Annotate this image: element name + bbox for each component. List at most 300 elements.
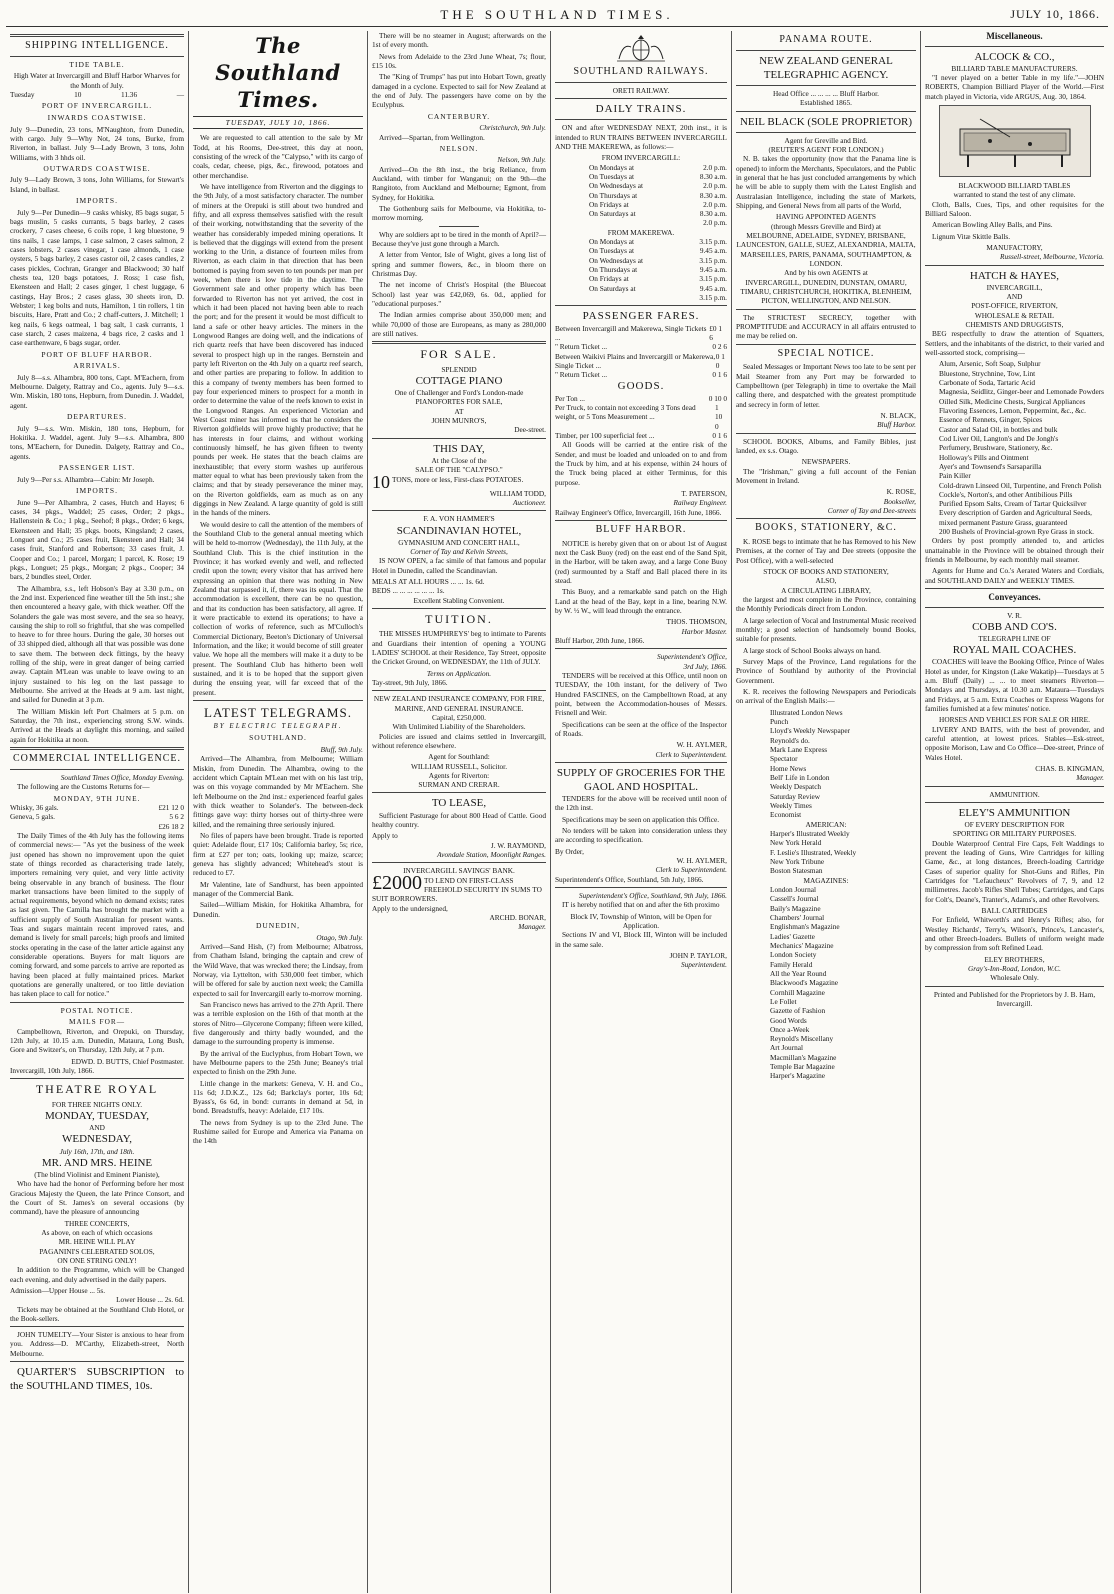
cloth: Cloth, Balls, Cues, Tips, and other requisites for the Billiard Saloon. [925, 199, 1104, 218]
alhambra-story: The Alhambra, s.s., left Hobson's Bay at 3.30 p.m., on the 2nd inst. Experienced fine weather till the 5th inst.; she then encountered a heavy gale, with thick weather. Off the Solanders the gale was most severe, and the sea so heavy, causing the ship to roll so frightful, that she was compelled to heave to for three hours. During the gale, 30 horses out of 33 shipped died, although all that was possible was done to save them. The between deck fittings, by the heavy rolling of the ship, were in great danger of being carried away. Captain M'Lean was unable to leave owing to an injury sustained to his leg on the last passage to Melbourne. She arrived at the Heads at 9 a.m. last night, and sailed for Dunedin at 3 p.m. [10, 583, 184, 705]
heine-text: Who have had the honor of Performing before her most Gracious Majesty the Queen, the late Prince Consort, and the Court of St. James's on several occasions (by command), have the pleasure of announcing [10, 1179, 184, 1217]
raymond-place: Avondale Station, Moonlight Ranges. [437, 849, 546, 859]
list-item: Boston Statesman [770, 866, 823, 876]
telegrams-sub: BY ELECTRIC TELEGRAPH. [213, 721, 343, 730]
own-agents: And by his own AGENTS at [784, 268, 868, 278]
american-list [736, 829, 916, 876]
concerts-sub: As above, on each of which occasions [41, 1227, 153, 1237]
telegram-paragraph: There will be no steamer in August; afterwards on the 1st of every month. [372, 31, 546, 50]
thomson: THOS. THOMSON, [666, 617, 727, 627]
manager: Manager. [1076, 773, 1104, 783]
list-item: Cassell's Journal [770, 894, 819, 904]
bluff-paragraph: NOTICE is hereby given that on or about 1st of August next the Cask Buoy (red) on the east end of the Sand Spit, in the Harbor, will be taken away, and a large Cone Buoy (red) surmounted by a Staff and Ball placed there in its stead. [555, 538, 727, 585]
eley-heading: ELEY'S AMMUNITION [958, 807, 1071, 820]
list-item: New York Herald [770, 838, 822, 848]
shipping-heading: SHIPPING INTELLIGENCE. [25, 40, 169, 51]
places-1: MELBOURNE, ADELAIDE, SYDNEY, BRISBANE, LAUNCESTON, GALLE, SUEZ, ALEXANDRIA, MALTA, MARSEILLES, PARIS, PANAMA, SOUTHAMPTON, & LONDON. [736, 230, 916, 268]
cobb: COBB AND CO'S. [972, 620, 1057, 633]
also: ALSO, [815, 576, 837, 586]
by-order: By Order, [555, 846, 584, 856]
inv-arrivals: July 9—Dunedin, 23 tons, M'Naughton, from Dunedin, with cargo. July 9—Why Not, 24 tons, Burke, from Riverton, in ballast. July 9—Lady Brown, 3 tons, John Williams, with 3 hhds oil. [10, 124, 184, 162]
list-item: Good Words [770, 1015, 807, 1025]
imprint: Printed and Published for the Proprietors by J. B. Ham, Invercargill. [933, 989, 1096, 1009]
passenger-list: July 9—Per s.s. Alhambra—Cabin: Mr Joseph. [17, 474, 155, 484]
russell: WILLIAM RUSSELL, Solicitor. [410, 761, 508, 771]
list-item: Mark Lane Express [770, 744, 828, 754]
inv-departures: July 9—Lady Brown, 3 tons, John Williams, for Stewart's Island, in ballast. [10, 175, 184, 194]
masthead [6, 4, 1108, 27]
list-item: Le Follet [770, 996, 797, 1006]
lease-heading: TO LEASE, [431, 797, 487, 810]
billiard-heading: BILLIARD TABLE MANUFACTURERS. [951, 63, 1078, 73]
theatre-and: AND [89, 1123, 105, 1133]
column-2 [189, 31, 368, 1593]
imports-heading: IMPORTS. [76, 196, 118, 206]
list-item: Flavoring Essences, Lemon, Peppermint, &c., &c. [939, 405, 1086, 415]
list-item: Blackwood's Magazine [770, 978, 838, 988]
telegram-paragraph: Arrived—On the 8th inst., the brig Reliance, from Auckland, with timber for Wanganui; on the 9th—the Rangitoto, from Auckland and Melbourne; Egmont, from Sydney, for Hokitika. [372, 164, 546, 202]
theatre-dates: July 16th, 17th, and 18th. [59, 1146, 135, 1156]
telegram-paragraph: By the arrival of the Euclyphus, from Hobart Town, we have Melbourne papers to the 25th June; Beaney's trial expected to finish on the 29th June. [193, 1048, 363, 1077]
list-item: Spectator [770, 754, 798, 764]
tide-row: Tuesday 10 11.36 — [10, 90, 184, 100]
list-item: All the Year Round [770, 968, 827, 978]
hammer-hotel: SCANDINAVIAN HOTEL, [396, 524, 522, 537]
telegrams-heading: LATEST TELEGRAMS. [204, 704, 352, 720]
telegram-paragraph: Arrived—Sand Hish, (?) from Melbourne; Albatross, from Chatham Island, bringing the captain and crew of the Wild Wave, that was wrecked there; the Lindsay, from Norway, via Lyttelton, with 530,000 feet timber, which will be offered for sale by auction next week; the Camilla expected to sail for Invercargill early to-morrow morning. [193, 941, 363, 998]
telegram-paragraph: The "King of Trumps" has put into Hobart Town, greatly damaged in a cyclone. Expected to sail for New Zealand at the end of July. The passengers have come on by the Eculyphus. [372, 72, 546, 110]
engineer: Railway Engineer. [673, 498, 727, 508]
misc-paragraph: Why are soldiers apt to be tired in the month of April?—Because they've just gone through a March. [372, 229, 546, 249]
royal-mail: ROYAL MAIL COACHES. [952, 644, 1077, 657]
eley-text: Double Waterproof Central Fire Caps, Felt Waddings to prevent the leading of Guns, Wire Cartridges for killing Game, &c., at long distances, Breech-loading Cartridge Cases of superior quality for Shot-Guns and Rifles, Pin Cartridges for "Lefaucheux" Revolvers of 7, 9, and 12 millimetres. Jacob's Rifles Shell Tubes; Cartridges, and Caps for Colt's, Deane's, Tranter's, Adams's, and other Revolvers. [925, 838, 1104, 904]
super-office-2: Superintendent's Office, Southland, 5th July, 1866. [555, 874, 704, 884]
heine-sub: (The blind Violinist and Eminent Pianiste), [34, 1169, 160, 1179]
editorial-paragraph: We have intelligence from Riverton and the diggings to the 9th July, of a most satisfactory character. The number of miners at the Orepuki is still about two hundred and fifty, and all express themselves satisfied with the result of their working, notwithstanding that the severity of the weather has considerably impeded mining operations. It is believed that the diggings will extend from the present working to the Urin, a distance of fourteen miles from Riverton, as each claim in that direction that has been bottomed is paying from seven to ten pounds per man per week, when there is low tide in the daytime. The Government sale and other property which has been forwarded to Riverton has not yet arrived, the cost in which it had been placed not having been able to reach the port; and for the present it would be most difficult to land a safe or other heavy articles. The miners in the Longwood Ranges are doing well, and the indications of rich quartz reefs that have been discovered has induced several to prospect high up in the ranges. Bernstein and party left Riverton on the 4th July on a quartz reef search, and other parties are preparing to follow. In addition to this a company of twenty members has been formed to pay four experienced miners to prospect for a month in order to determine the value of the reefs known to exist in the Longwood Ranges. An experienced Victorian and West Coast miner has informed us that he considers the Riverton goldfields will prove highly productive; that he has interests in four claims, and without working continuously himself, he has given fifteen to twenty pounds per week. He states that the beach claims are inexhaustible; that every storm washes up auriferous matter equal to what has been previously taken from the claims; and that by steady perseverance the miner may, on the Riverton goldfields, earn as much as on any diggings in New Zealand. A large quantity of gold is still in the hands of the miners. [193, 181, 363, 518]
special-text: Sealed Messages or Important News too late to be sent per Mail Steamer from any Port may be forwarded to Campbelltown (per Telegraph) in time to overtake the Mail calling there, and despatched with the greatest promptitude and secrecy in form of letter. [736, 362, 916, 409]
piano-text: One of Challenger and Ford's London-made PIANOFORTES FOR SALE, [394, 388, 524, 407]
goods-row: Per Ton ... 0 10 0 [555, 393, 727, 403]
list-item: Reynold's do. [770, 735, 810, 745]
through: (through Messrs Greville and Bird) at [770, 221, 882, 231]
supply-specs: Specifications may be seen on application this Office. [562, 814, 720, 824]
list-item: Pain Killer [939, 471, 971, 481]
surman: SURMAN AND CRERAR. [418, 780, 500, 790]
commercial-heading: COMMERCIAL INTELLIGENCE. [12, 753, 182, 765]
school-stock: A large stock of School Books always on hand. [743, 645, 881, 655]
places-2: INVERCARGILL, DUNEDIN, DUNSTAN, OMARU, TIMARU, CHRISTCHURCH, HOKITIKA, BLENHEIM, PICTON, WELLINGTON, AND NELSON. [740, 277, 912, 306]
telegram-paragraph: No files of papers have been brought. Trade is reported quiet: Adelaide flour, £17 10s; California barley, 5s; rice, firm at £27 per ton; oats, looking up; maize, scarce; geneva has slightly advanced; Whitehead's stout is reduced to £7. [193, 831, 363, 878]
list-item: Cold-drawn Linseed Oil, Turpentine, and French Polish [939, 480, 1102, 490]
bluff-arrivals: July 8—s.s. Alhambra, 800 tons, Capt. M'Eachern, from Melbourne. Dalgety, Rattray and Co., agents. July 9—s.s. Wm. Miskin, 180 tons, Hepburn, from Dunedin. J. Waddel, agent. [10, 372, 184, 410]
list-item: Home News [770, 763, 807, 773]
passenger-list-heading: PASSENGER LIST. [58, 463, 136, 473]
wholesale-only: Wholesale Only. [990, 973, 1039, 983]
columns [6, 31, 1108, 1593]
inwards-heading: INWARDS COASTWISE. [47, 112, 147, 122]
beg: BEG respectfully to draw the attention of Squatters, Settlers, and the inhabitants of the district, to their varied and well-assorted stock, comprising— [925, 329, 1104, 357]
lend-ad: £2000 TO LEND ON FIRST-CLASS FREEHOLD SECURITY IN SUMS TO SUIT BORROWERS. [372, 871, 542, 904]
secrecy: The STRICTEST SECRECY, together with PROMPTITUDE and ACCURACY in all affairs entrusted to me may be relied on. [736, 312, 916, 341]
railways-heading: SOUTHLAND RAILWAYS. [573, 66, 709, 77]
head-office: Head Office ... ... ... ... Bluff Harbor. [773, 88, 879, 98]
raymond: J. W. RAYMOND, [490, 840, 546, 850]
fare-row: Between Waikivi Plains and Invercargill or Makerewa, Single Ticket ... 0 1 0 [555, 351, 725, 370]
admission-lower: Lower House ... 2s. 6d. [116, 1295, 184, 1305]
hammer-text: IS NOW OPEN, a fac simile of that famous and popular Hotel in Dunedin, called the Scandinavian. [372, 556, 546, 575]
music-text: A large selection of Vocal and Instrumental Music received monthly; a good selection of handsomely bound Books, suitable for presents. [736, 615, 916, 644]
goods-heading: GOODS. [617, 380, 665, 393]
beds: BEDS ... ... ... ... ... ... 1s. [372, 586, 445, 596]
list-item: Every description of Garden and Agricultural Seeds, mixed permanent Pasture Grass, guaranteed [939, 508, 1092, 527]
train-row: On Fridays at 3.15 p.m. [589, 274, 727, 284]
nameplate: The Southland Times. [215, 33, 341, 112]
telegram-paragraph: The news from Sydney is up to the 23rd June. The Rushime sailed for Europe and America via Panama on the 14th [193, 1117, 363, 1146]
list-item: London Journal [770, 884, 817, 894]
tuition-date: Tay-street, 9th July, 1866. [372, 677, 448, 687]
agent-southland: Agent for Southland: [428, 752, 490, 762]
southland-date: Bluff, 9th July. [320, 745, 363, 755]
manufactory: MANUFACTORY, [986, 242, 1043, 252]
customs-date: MONDAY, 9TH JUNE. [53, 793, 141, 803]
column-6 [921, 31, 1108, 1593]
calypso-sale: SALE OF THE "CALYPSO." [415, 465, 503, 475]
train-row: 3.15 p.m. [699, 293, 727, 303]
sections: Sections IV and VI, Block III, Winton will be included in the same sale. [555, 930, 727, 949]
billiard-table-drawing [950, 111, 1080, 171]
super-office: Superintendent's Office, [656, 652, 727, 662]
masthead-date: JULY 10, 1866. [1010, 7, 1100, 21]
coat-of-arms-icon [611, 35, 671, 63]
list-item: F. Leslie's Illustrated, Weekly [770, 847, 857, 857]
climate: warranted to stand the test of any climate. [953, 190, 1076, 200]
list-item: Harper's Illustrated Weekly [770, 828, 850, 838]
rail-office: Railway Engineer's Office, Invercargill, 16th June, 1866. [555, 507, 722, 517]
american-heading: AMERICAN: [805, 819, 847, 829]
tide-heading: TIDE TABLE. [69, 59, 125, 69]
billiard-table-icon [939, 105, 1091, 177]
stabling: Excellent Stabling Convenient. [413, 595, 505, 605]
list-item: Bluestone, Strychnine, Tow, Lint [939, 368, 1036, 378]
list-item: Oilled Silk, Medicine Chests, Surgical Appliances [939, 396, 1086, 406]
notified: IT is hereby notified that on and after the 6th proximo [562, 900, 720, 910]
this-day: THIS DAY, [433, 442, 485, 455]
superintendent: Superintendent. [680, 960, 727, 970]
list-item: Temple Bar Magazine [770, 1062, 835, 1072]
dunedin-heading: DUNEDIN, [255, 920, 301, 930]
theatre-wednesday: WEDNESDAY, [62, 1133, 132, 1146]
nelson-date: Nelson, 9th July. [497, 155, 546, 165]
list-item: Punch [770, 717, 789, 726]
editorial-paragraph: We would desire to call the attention of the members of the Southland Club to the general annual meeting which will be held to-morrow (Wednesday), the 11th July, at the Southland Club. This is the chief institution in the Province; it has worked evenly and well, and reflected credit upon the town; every visitor that has arrived here expressing an opinion that there was nothing in New Zealand that surpassed it, if, there was its equal. That the accommodation is excellent, there can be no question, and that its conduction has been satisfactory, all agree. If it were practicable to extend its operations; to have a collection of works of reference, such as M'Culloch's Commercial Dictionary, Beeton's Dictionary of Universal Information, and the like; it would become of still greater value. We hope all the members will make it a duty to be present. The Southland Club has hitherto been well sustained, and it is to be hoped that the support given during the ensuing year, will far exceed that of the present. [193, 519, 363, 697]
list-item: Lloyd's Weekly Newspaper [770, 726, 851, 736]
bluff-departures: July 9—s.s. Wm. Miskin, 180 tons, Hepburn, for Hokitika. J. Waddel, agent. July 9—s.s. Alhambra, 800 tons, M'Eachern, for Dunedin. Dalgety, Rattray and Co., agents. [10, 423, 184, 461]
livery: LIVERY AND BAITS, with the best of provender, and careful attention, at lowest prices. Stables—Esk-street, opposite Morison, Law and Co Office—Dee-street, Prince of Wales Hotel. [925, 724, 1104, 762]
editorial-paragraph: We are requested to call attention to the sale by Mr Todd, at his Rooms, Dee-street, this day at noon, consisting of the wreck of the "Calypso," with its cargo of coals, cedar, cheese, pigs, &c., firewood, potatoes and other merchandise. [193, 133, 363, 180]
list-item: Ladies' Gazette [770, 931, 815, 941]
list-item: Castor and Salad Oil, in bottles and bulk [939, 424, 1058, 434]
heine-name: MR. AND MRS. HEINE [41, 1156, 153, 1169]
train-row: On Wednesdays at 3.15 p.m. [589, 255, 727, 265]
canterbury-heading: CANTERBURY. [427, 111, 491, 121]
fares-heading: PASSENGER FARES. [582, 310, 700, 323]
books-heading: BOOKS, STATIONERY, &C. [755, 522, 897, 534]
goods-row: Per Truck, to contain not exceeding 3 Tons dead weight, or 5 Tons Measurement ... 1 10 0 [555, 402, 723, 431]
inv-times [555, 163, 727, 228]
daily-trains: DAILY TRAINS. [595, 103, 687, 116]
bluff-imports: June 9—Per Alhambra, 2 cases, Hutch and Hayes; 6 cases, 34 pkgs., Waddel; 25 cases, Order; 2 pkgs., Hallenstein & Co.; 1 pkg., Seehof; 8 pkgs., Order; 6 kegs, Ekensteen and Hall; 35 pkgs. boots, Kingsland; 2 cases, Longuet and Co.; 25 cases fruit, Ekensteen and Hall; 34 cases fruit, Stanford and Robertson; 33 cases fruit, J. Cooper and Co.; 1 parcel, Morgan; 1 parcel, K. Rose; 19 pkgs., Longuet; 25 pkgs., Morgan; 2 pkgs., Cooper; 34 bars, 2 bundles steel, Order. [10, 497, 184, 582]
specs: Specifications can be seen at the office of the Inspector of Roads. [555, 719, 727, 738]
hatch-hayes: HATCH & HAYES, [969, 269, 1060, 282]
fare-row: Between Invercargill and Makerewa, Single Tickets ... £0 1 6 [555, 323, 723, 342]
n-black: N. BLACK, [880, 411, 916, 421]
train-row: On Tuesdays at 9.45 a.m. [589, 246, 727, 256]
hammer-corner: Corner of Tay and Kelvin Streets, [410, 546, 508, 556]
lease-text: Sufficient Pasturage for about 800 Head of Cattle. Good healthy country. [372, 810, 546, 829]
port-bluff-heading: PORT OF BLUFF HARBOR. [41, 349, 153, 359]
train-row: On Mondays at 2.0 p.m. [589, 162, 727, 172]
clerk: Clerk to Superintendent. [655, 749, 727, 759]
column-1 [6, 31, 189, 1593]
savings-bank-heading: INVERCARGILL SAVINGS' BANK. [403, 866, 515, 876]
kingman: CHAS. B. KINGMAN, [1035, 764, 1104, 774]
mak-times [555, 237, 727, 302]
aylmer-2: W. H. AYLMER, [676, 855, 727, 865]
apply-to: Apply to [372, 831, 398, 841]
train-row: On Thursdays at 8.30 a.m. [589, 190, 727, 200]
bluff-harbor-heading: BLUFF HARBOR. [595, 523, 687, 535]
dateline: TUESDAY, JULY 10, 1866. [193, 116, 363, 130]
lignum: Lignum Vitæ Skittle Balls. [932, 231, 1011, 241]
sporting: SPORTING OR MILITARY PURPOSES. [952, 829, 1077, 839]
insurance-heading: NEW ZEALAND INSURANCE COMPANY, FOR FIRE, MARINE, AND GENERAL INSURANCE. [373, 694, 545, 713]
bookseller: Bookseller, [883, 496, 916, 506]
list-item: Holloway's Pills and Ointment [939, 452, 1029, 462]
arrivals-heading: ARRIVALS. [73, 361, 121, 371]
auctioneer: Auctioneer. [512, 497, 546, 507]
misc-paragraph: A letter from Ventor, Isle of Wight, gives a long list of spring and summer flowers, &c., in bloom there on Christmas Day. [372, 250, 546, 279]
train-row: On Saturdays at 9.45 a.m. [589, 283, 727, 293]
coaches-text: COACHES will leave the Booking Office, Prince of Wales Hotel as under, for Kingston (Lake Wakatip)—Tuesdays at 5 a.m. Bluff (Daily) ... ... to meet steamers Riverton—Mondays and Thursdays, at 10.30 a.m. Mataura—Tuesdays and Fridays, at 5 a.m. Extra Coaches or Express Wagons for families furnished at a few minutes' notice. [925, 657, 1105, 714]
list-item: Gazette of Fashion [770, 1006, 826, 1016]
programme: In addition to the Programme, which will be Changed each evening, and duly advertised in the daily papers. [10, 1265, 184, 1284]
stock-books: STOCK OF BOOKS AND STATIONERY, [763, 567, 889, 577]
train-row: 2.0 p.m. [703, 218, 727, 228]
super-date: 3rd July, 1866. [683, 661, 727, 671]
column-4 [551, 31, 732, 1593]
canterbury-date: Christchurch, 9th July. [479, 123, 546, 133]
masthead-title: THE SOUTHLAND TIMES. [440, 7, 674, 22]
train-row: On Mondays at 3.15 p.m. [589, 237, 727, 247]
list-item: London Society [770, 950, 817, 960]
tenders-text: TENDERS will be received at this Office, until noon on TUESDAY, the 10th instant, for the delivery of Two Hundred FASCINES, on the Campbelltown Road, at any point, between the Accommodation-houses of Messrs. Frisnell and Weir. [555, 670, 727, 718]
agents-hume: Agents for Hume and Co.'s Aerated Waters and Cordials, and SOUTHLAND DAILY and WEEKLY TIMES. [925, 566, 1104, 585]
corner: Corner of Tay and Dee-streets [827, 505, 916, 515]
bluff-harbor: Bluff Harbor. [877, 420, 916, 430]
nz-agency: NEW ZEALAND GENERAL TELEGRAPHIC AGENCY. [759, 54, 893, 81]
capital: Capital, £250,000. [432, 712, 486, 722]
neil-black: NEIL BLACK (SOLE PROPRIETOR) [739, 115, 913, 128]
tuition-heading: TUITION. [425, 611, 493, 626]
trains-text: ON and after WEDNESDAY NEXT, 20th inst., it is intended to RUN TRAINS BETWEEN INVERCARGILL AND THE MAKEREWA, as follows:— [555, 123, 727, 151]
tickets: Tickets may be obtained at the Southland Club Hotel, or the Book-sellers. [10, 1304, 184, 1323]
orders: Orders by post promptly attended to, and articles unattainable in the Province will be obtained through their friends in Melbourne, by each monthly mail steamer. [925, 536, 1104, 565]
fare-row: " Return Ticket ... 0 2 6 [555, 342, 727, 352]
liability: With Unlimited Liability of the Shareholders. [392, 722, 526, 732]
grays: Gray's-Inn-Road, London, W.C. [968, 964, 1061, 974]
list-item: Weekly Times [770, 800, 812, 810]
list-item: Ayer's and Townsend's Sarsaparilla [939, 461, 1042, 471]
list-item: Saturday Review [770, 791, 821, 801]
train-row: On Fridays at 2.0 p.m. [589, 199, 727, 209]
vr: V. R. [1007, 610, 1022, 620]
train-row: On Saturdays at 8.30 a.m. [589, 209, 727, 219]
bluff-paragraph: This Buoy, and a remarkable sand patch on the High Land at the head of the Bay, kept in a line, bearing N.W. by W. ½ W., will lead through the entrance. [555, 587, 727, 615]
aylmer: W. H. AYLMER, [676, 740, 727, 750]
bluff-imports-heading: IMPORTS. [76, 485, 118, 495]
telegram-paragraph: Mr Valentine, late of Sandhurst, has been appointed manager of the Commercial Bank. [193, 879, 363, 898]
commercial-office: Southland Times Office, Monday Evening. [60, 772, 184, 782]
eley-bros: ELEY BROTHERS, [984, 954, 1045, 964]
port-invercargill-heading: PORT OF INVERCARGILL. [41, 101, 153, 111]
list-item: Magnesia, Seidlitz, Ginger-beer and Lemonade Powders [939, 387, 1104, 397]
library-text: the largest and most complete in the Province, containing the Monthly Periodicals direct from London. [736, 595, 916, 614]
subscription-notice: QUARTER'S SUBSCRIPTION to the SOUTHLAND TIMES, 10s. [10, 1366, 184, 1393]
chemists: CHEMISTS AND DRUGGISTS, [965, 319, 1064, 329]
tumelty-notice: JOHN TUMELTY—Your Sister is anxious to hear from you. Address—D. M'Carthy, Elizabeth-street, North Melbourne. [10, 1330, 184, 1358]
oreti: ORETI RAILWAY. [612, 85, 670, 95]
customs-intro: The following are the Customs Returns for— [17, 782, 150, 792]
telegram-paragraph: Arrived—The Alhambra, from Melbourne; William Miskin, from Dunedin. The Alhambra, owing to the accident which Captain M'Lean met with on his last trip, was on this voyage commanded by Mr M'Eachern. She left Melbourne on the 2nd inst.: experienced fearful gales with thick weather to Solander's. The between-deck fittings gave way: thirty horses out of thirty-three were killed, and the remaining three seriously injured. [193, 754, 363, 829]
canterbury-text: Arrived—Spartan, from Wellington. [379, 132, 485, 142]
roberts-quote: "I never played on a better Table in my life."—JOHN ROBERTS, Champion Billiard Player of the World.—First match played in Victoria, vide ARGUS, Aug. 30, 1864. [925, 72, 1104, 101]
newspapers-text: The "Irishman," giving a full account of the Fenian Movement in Ireland. [736, 466, 916, 485]
and: AND [1006, 291, 1023, 301]
magazines-list [736, 885, 916, 1081]
hammer-name: F. A. VON HAMMER'S [423, 514, 495, 524]
todd: WILLIAM TODD, [489, 488, 546, 498]
ball-text: For Enfield, Whitworth's and Henry's Rifles; also, for Westley Richards', Terry's, Wilson's, Prince's, Lancaster's, and other Breech-loaders. Bullets of uniform weight made by compression from soft Refined Lead. [925, 915, 1104, 953]
list-item: Purified Epsom Salts, Cream of Tartar Quicksilver [939, 499, 1087, 509]
close-day: At the Close of the [431, 455, 487, 465]
list-item: 200 Bushels of Provincial-grown Rye Grass in stock. [939, 527, 1094, 537]
column-5 [732, 31, 921, 1593]
super-office-3: Superintendent's Office, Southland, 9th July, 1866. [578, 890, 727, 900]
list-item: Perfumery, Brushware, Stationery, &c. [939, 443, 1053, 453]
telegraph-line: TELEGRAPH LINE OF [978, 634, 1051, 644]
train-row: On Tuesdays at 8.30 a.m. [589, 171, 727, 181]
invercargill: INVERCARGILL, [986, 282, 1043, 292]
telegram-paragraph: Sailed—William Miskin, for Hokitika Alhambra, for Dunedin. [193, 900, 363, 919]
departures-heading: DEPARTURES. [66, 412, 128, 422]
southland-heading: SOUTHLAND. [249, 733, 307, 743]
misc-paragraph: The Indian armies comprise about 350,000 men; and while 70,000 of those are Europeans, as many as 280,000 are still natives. [372, 310, 546, 339]
telegram-paragraph: The Gothenburg sails for Melbourne, via Hokitika, to-morrow morning. [372, 204, 546, 223]
daily-times-report: The Daily Times of the 4th July has the following items of commercial news:— "As yet the business of the week just opened has shown no improvement upon the quiet state of things recorded as characterising trade lately, importers remaining very quiet, and very little activity being observable in any branch of business. The flour market transactions have been limited to the supply of actual requirements, beyond which no demand exists; rates as last given. The Camilla has brought the market with a sufficient supply of South Australian for present wants. Teas and sugars maintain recent improved rates, and demand is lively for small parcels; high proofs and limited stocks operating in the case of the latter article against any considerable operations. Buyers for malt liquors are coming forward, and some parcels to arrive are reported as having been placed at fully maintained prices. Market quotations are generally unaltered, or too little deviation has taken place to call for notice." [10, 830, 184, 999]
policies: Policies are issued and claims settled in Invercargill, without reference elsewhere. [372, 731, 546, 750]
list-item: Cockle's, Norton's, and other Antibilious Pills [939, 489, 1073, 499]
mails-text: K. R. receives the following Newspapers and Periodicals on arrival of the English Mails:— [736, 687, 916, 706]
horses: HORSES AND VEHICLES FOR SALE OR HIRE. [939, 715, 1090, 725]
list-item: Family Herald [770, 959, 813, 969]
list-item: Bell' Life in London [770, 772, 830, 782]
paganini: PAGANINI'S CELEBRATED SOLOS, [39, 1246, 155, 1256]
list-item: Illustrated London News [770, 707, 843, 717]
postal-text: Campbelltown, Riverton, and Orepuki, on Thursday, 12th July, at 10.15 a.m. Dunedin, Mataura, Long Bush, Gore and Switzer's, on Thursday, 12th July, at 7 p.m. [10, 1026, 184, 1055]
postal-sign: EDWD. D. BUTTS, Chief Postmaster. [71, 1056, 184, 1066]
blackwood: BLACKWOOD BILLIARD TABLES [958, 180, 1071, 190]
column-3 [368, 31, 551, 1593]
mails-for: MAILS FOR— [68, 1017, 126, 1027]
dunedin-date: Otago, 9th July. [316, 932, 363, 942]
list-item: Alum, Arsenic, Soft Soap, Sulphur [939, 359, 1041, 369]
school-books: SCHOOL BOOKS, Albums, and Family Bibles, just landed, ex s.s. Otago. [736, 436, 916, 455]
goods-row: Timber, per 100 superficial feet ... 0 1 6 [555, 430, 727, 440]
riverton: POST-OFFICE, RIVERTON, [971, 301, 1058, 311]
library: A CIRCULATING LIBRARY, [781, 585, 871, 595]
telegram-paragraph: San Francisco news has arrived to the 27th April. There was a terrible explosion on the 16th of that month at the stores of Nitro—Glycerone Company; fifteen were killed, five dangerously and thirty badly wounded, and the damage to the surrounding property is immense. [193, 999, 363, 1047]
train-row: On Wednesdays at 2.0 p.m. [589, 181, 727, 191]
list-item: Reynold's Miscellany [770, 1034, 834, 1044]
list-item: Mechanics' Magazine [770, 940, 834, 950]
wholesale: WHOLESALE & RETAIL [974, 310, 1055, 320]
admission-upper: Admission—Upper House ... 5s. [10, 1285, 106, 1295]
magazines-heading: MAGAZINES: [803, 875, 849, 885]
list-item: Macmillan's Magazine [770, 1052, 837, 1062]
bowling: American Bowling Alley Balls, and Pins. [932, 220, 1053, 230]
papers-list [736, 708, 916, 820]
train-row: On Thursdays at 9.45 a.m. [589, 265, 727, 275]
list-item: Essence of Rennets, Ginger, Spices [939, 415, 1043, 425]
misc-heading: Miscellaneous. [986, 31, 1043, 41]
from-invercargill: FROM INVERCARGILL: [601, 153, 681, 163]
list-item: Baily's Magazine [770, 903, 821, 913]
newspapers-heading: NEWSPAPERS. [801, 457, 851, 467]
k-rose: K. ROSE, [886, 487, 916, 497]
customs-total: £26 18 2 [158, 821, 184, 831]
lend-name: ARCHD. BONAR, [489, 912, 546, 922]
reuter: (REUTER'S AGENT FOR LONDON.) [768, 145, 884, 155]
agents-riverton: Agents for Riverton: [428, 770, 490, 780]
supply-text: TENDERS for the above will be received until noon of the 12th inst. [555, 794, 727, 813]
one-string: ON ONE STRING ONLY! [57, 1255, 137, 1265]
ammunition-heading: AMMUNITION. [989, 789, 1040, 799]
paterson: T. PATERSON, [681, 488, 727, 498]
list-item: Carbonate of Soda, Tartaric Acid [939, 377, 1036, 387]
chemist-stock-list [925, 359, 1104, 536]
list-item: New York Tribune [770, 856, 825, 866]
agent-for: Agent for Greville and Bird. [784, 135, 868, 145]
misc-paragraph: The net income of Christ's Hospital (the Bluecoat School) last year was £42,069, 6s. 0d., applied for "educational purposes." [372, 280, 546, 309]
black-text: N. B. takes the opportunity (now that the Panama line is opened) to inform the Merchants, Speculators, and the Public in general that he has just concluded arrangements by which he will be able to supply them with the Latest English and Australasian Intelligence, including the state of Markets, Shipping, and General News from all parts of the World, [736, 154, 916, 210]
theatre-days: MONDAY, TUESDAY, [44, 1110, 150, 1123]
supply-heading: SUPPLY OF GROCERIES FOR THE GAOL AND HOSPITAL. [556, 766, 726, 793]
established: Established 1865. [800, 98, 852, 108]
list-item: Cornhill Magazine [770, 987, 825, 997]
list-item: Weekly Despatch [770, 782, 822, 792]
potatoes-ad: 10 TONS, more or less, First-class POTATOES. [372, 471, 524, 492]
ball-heading: BALL CARTRIDGES [981, 906, 1048, 916]
theatre-nights: FOR THREE NIGHTS ONLY. [51, 1099, 143, 1109]
munro: JOHN MUNRO'S, [431, 416, 487, 426]
inv-imports: July 9—Per Dunedin—9 casks whisky, 85 bags sugar, 5 bags muslin, 5 casks currants, 5 bags barley, 2 cases crockery, 7 cases cheese, 6 coils rope, 1 keg bluestone, 9 tins nails, 1 case lamps, 1 case salmon, 2 cases salmon, 2 cases lobsters, 2 cases vinegar, 1 case almonds, 1 case oysters, 5 bags barley, 2 cases castor oil, 2 cases candles, 2 cases pickles, Cochran, Granger and Blackwood; 30 half chests tea, 120 bags potatoes, J. Ross; 1 case fish, Ekensteen and Hall; 2 cases ginger, 1 chest luggage, 6 castings, Hay Bros.; 2 cases glass, 30 sheets iron, D. Webster; 1 keg bolts and nuts, Hamilton, 1 tin rollers, 1 tin biscuits, Hare, Pratt and Co.; 2 chaff-cutters, J. Mitchell; 1 keg nails, 6 kegs oatmeal, 1 bag salt, 1 cask currants, 1 case starch, 2 cases maizena, 4 bags rice, 2 casks and 1 case earthenware, 6 bags sugar, order. [10, 207, 184, 348]
outwards-heading: OUTWARDS COASTWISE. [43, 163, 151, 173]
eley-sub: OF EVERY DESCRIPTION FOR [964, 820, 1065, 830]
telegram-paragraph: News from Adelaide to the 23rd June Wheat, 7s; flour, £15 10s. [372, 51, 546, 70]
meals: MEALS AT ALL HOURS ... ... 1s. 6d. [372, 576, 485, 586]
goods-text: All Goods will be carried at the entire risk of the Sender, and must be loaded and unloaded on to and from the Truck by him, and at his expense, within 24 hours of the Truck being placed at either Terminus, for this purpose. [555, 440, 727, 487]
nelson-heading: NELSON. [439, 143, 479, 153]
